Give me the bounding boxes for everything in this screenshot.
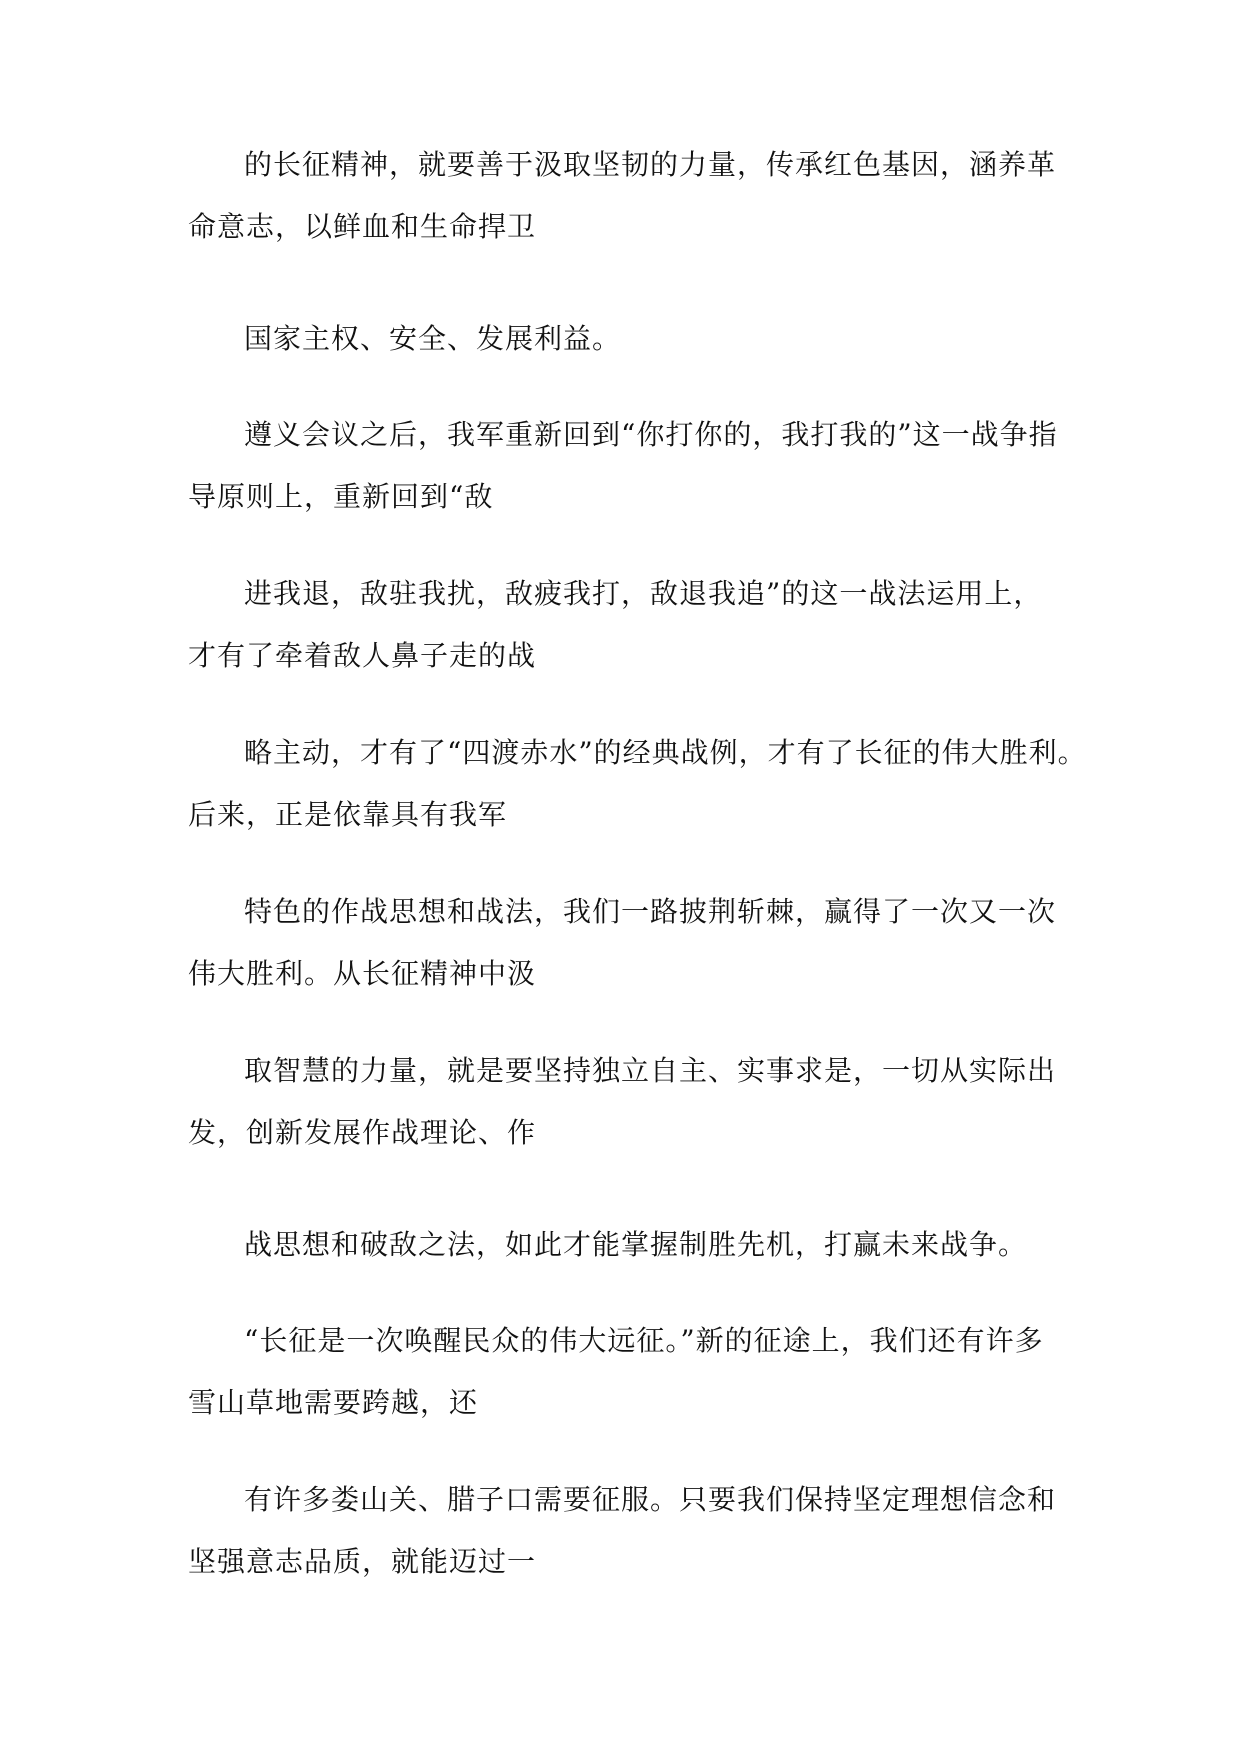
paragraph-line: 遵义会议之后，我军重新回到“你打你的，我打我的”这一战争指 xyxy=(244,418,1058,451)
paragraph-line: 进我退，敌驻我扰，敌疲我打，敌退我追”的这一战法运用上， xyxy=(244,577,1043,610)
paragraph-line: 后来，正是依靠具有我军 xyxy=(188,798,508,831)
paragraph-line: 命意志，以鲜血和生命捍卫 xyxy=(188,210,537,243)
paragraph-10 xyxy=(188,1469,1078,1593)
paragraph-4 xyxy=(188,563,1078,687)
paragraph-3 xyxy=(188,404,1078,528)
paragraph-5 xyxy=(188,722,1087,846)
paragraph-line: 坚强意志品质，就能迈过一 xyxy=(188,1545,537,1578)
paragraph-line: 战思想和破敌之法，如此才能掌握制胜先机，打赢未来战争。 xyxy=(244,1228,1028,1261)
paragraph-line: 取智慧的力量，就是要坚持独立自主、实事求是，一切从实际出 xyxy=(244,1054,1057,1087)
paragraph-line: 国家主权、安全、发展利益。 xyxy=(244,322,622,355)
paragraph-line: 伟大胜利。从长征精神中汲 xyxy=(188,957,537,990)
paragraph-9 xyxy=(188,1310,1078,1434)
paragraph-line: 的长征精神，就要善于汲取坚韧的力量，传承红色基因，涵养革 xyxy=(244,148,1057,181)
paragraph-7 xyxy=(188,1040,1078,1164)
paragraph-8 xyxy=(188,1214,1078,1276)
paragraph-6 xyxy=(188,881,1078,1005)
paragraph-line: 雪山草地需要跨越，还 xyxy=(188,1386,479,1419)
paragraph-2 xyxy=(188,308,1078,370)
paragraph-line: 导原则上，重新回到“敌 xyxy=(188,480,494,513)
paragraph-line: 特色的作战思想和战法，我们一路披荆斩棘，赢得了一次又一次 xyxy=(244,895,1057,928)
paragraph-line: 有许多娄山关、腊子口需要征服。只要我们保持坚定理想信念和 xyxy=(244,1483,1057,1516)
paragraph-line: 才有了牵着敌人鼻子走的战 xyxy=(188,639,537,672)
paragraph-line: 发，创新发展作战理论、作 xyxy=(188,1116,537,1149)
paragraph-1 xyxy=(188,134,1078,258)
paragraph-line: “长征是一次唤醒民众的伟大远征。”新的征途上，我们还有许多 xyxy=(244,1324,1044,1357)
paragraph-line: 略主动，才有了“四渡赤水”的经典战例，才有了长征的伟大胜利。 xyxy=(244,736,1087,769)
